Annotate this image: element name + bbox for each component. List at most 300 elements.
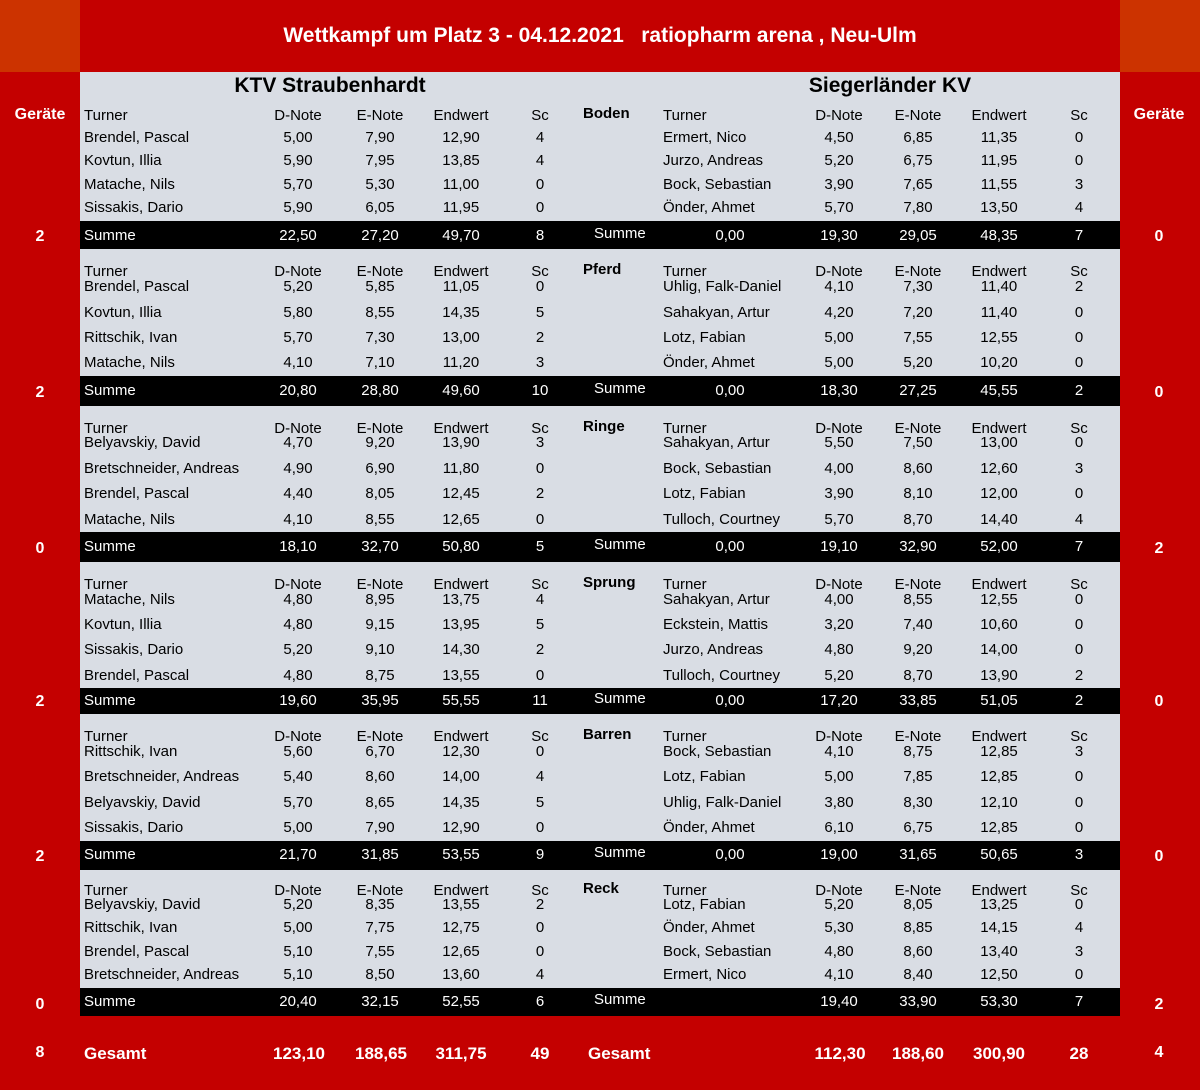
sum-sc: 11 xyxy=(532,692,548,709)
column-header-e: E-Note xyxy=(894,263,942,280)
score-sc: 0 xyxy=(1074,966,1084,983)
score-e: 9,20 xyxy=(365,434,395,451)
score-e: 8,75 xyxy=(365,667,395,684)
score-e: 8,10 xyxy=(903,485,933,502)
total-value: 49 xyxy=(530,1044,550,1063)
score-e: 6,75 xyxy=(903,152,933,169)
sum-e: 27,20 xyxy=(361,227,399,244)
score-d: 5,10 xyxy=(283,966,313,983)
score-end: 12,45 xyxy=(442,485,480,502)
column-header-turner: Turner xyxy=(663,882,707,899)
column-header-end: Endwert xyxy=(971,728,1027,745)
athlete-name: Önder, Ahmet xyxy=(663,354,755,371)
sum-label: Summe xyxy=(84,846,136,863)
score-end: 14,15 xyxy=(980,919,1018,936)
column-header-e: E-Note xyxy=(894,728,942,745)
score-e: 7,80 xyxy=(903,199,933,216)
score-d: 5,20 xyxy=(824,896,854,913)
score-d: 5,20 xyxy=(283,641,313,658)
sum-value: 0,00 xyxy=(715,692,745,709)
column-header-turner: Turner xyxy=(84,882,128,899)
sum-value: 0,00 xyxy=(715,382,745,399)
score-d: 5,80 xyxy=(283,304,313,321)
sum-label: Summe xyxy=(594,380,646,397)
score-d: 5,00 xyxy=(283,919,313,936)
sum-d: 21,70 xyxy=(279,846,317,863)
score-d: 5,00 xyxy=(283,129,313,146)
sum-label: Summe xyxy=(84,993,136,1010)
column-header-d: D-Note xyxy=(815,728,863,745)
sum-value: 0,00 xyxy=(715,227,745,244)
score-d: 4,80 xyxy=(283,667,313,684)
athlete-name: Bock, Sebastian xyxy=(663,460,772,477)
column-header-end: Endwert xyxy=(433,882,489,899)
score-end: 12,85 xyxy=(980,819,1018,836)
score-end: 11,95 xyxy=(980,152,1018,169)
sum-d: 20,80 xyxy=(279,382,317,399)
score-e: 5,85 xyxy=(365,278,395,295)
sum-sc: 8 xyxy=(535,227,545,244)
score-end: 10,60 xyxy=(980,616,1018,633)
score-sc: 2 xyxy=(535,896,545,913)
athlete-name: Rittschik, Ivan xyxy=(84,329,178,346)
score-sc: 0 xyxy=(1074,591,1084,608)
sum-e: 35,95 xyxy=(361,692,399,709)
score-sc: 2 xyxy=(1074,667,1084,684)
athlete-name: Matache, Nils xyxy=(84,591,175,608)
team-name-right: Siegerländer KV xyxy=(808,74,972,97)
column-header-end: Endwert xyxy=(433,263,489,280)
score-sc: 4 xyxy=(535,152,545,169)
athlete-name: Lotz, Fabian xyxy=(663,896,746,913)
score-d: 5,40 xyxy=(283,768,313,785)
column-header-d: D-Note xyxy=(274,107,322,124)
sum-e: 28,80 xyxy=(361,382,399,399)
sum-value: 2 xyxy=(1074,382,1084,399)
score-e: 6,90 xyxy=(365,460,395,477)
column-header-sc: Sc xyxy=(1070,107,1088,124)
sum-value: 7 xyxy=(1074,227,1084,244)
score-e: 5,20 xyxy=(903,354,933,371)
sum-sc: 9 xyxy=(535,846,545,863)
sum-value: 18,30 xyxy=(820,382,858,399)
athlete-name: Ermert, Nico xyxy=(663,129,747,146)
column-header-sc: Sc xyxy=(531,882,549,899)
score-d: 5,70 xyxy=(824,199,854,216)
score-end: 14,35 xyxy=(442,794,480,811)
score-d: 5,00 xyxy=(824,768,854,785)
athlete-name: Brendel, Pascal xyxy=(84,943,190,960)
score-end: 13,55 xyxy=(442,667,480,684)
score-d: 4,10 xyxy=(824,743,854,760)
score-d: 4,10 xyxy=(824,966,854,983)
athlete-name: Önder, Ahmet xyxy=(663,819,755,836)
score-sc: 0 xyxy=(535,743,545,760)
score-end: 12,60 xyxy=(980,460,1018,477)
score-end: 10,20 xyxy=(980,354,1018,371)
score-d: 5,20 xyxy=(824,152,854,169)
column-header-d: D-Note xyxy=(815,420,863,437)
column-header-e: E-Note xyxy=(894,420,942,437)
column-header-turner: Turner xyxy=(84,420,128,437)
score-end: 12,30 xyxy=(442,743,480,760)
score-sc: 4 xyxy=(535,129,545,146)
sum-sc: 5 xyxy=(535,538,545,555)
score-e: 8,55 xyxy=(365,304,395,321)
score-sc: 0 xyxy=(535,199,545,216)
score-e: 8,60 xyxy=(365,768,395,785)
score-end: 12,10 xyxy=(980,794,1018,811)
score-d: 4,50 xyxy=(824,129,854,146)
score-d: 4,00 xyxy=(824,460,854,477)
column-header-turner: Turner xyxy=(663,728,707,745)
score-e: 8,70 xyxy=(903,511,933,528)
athlete-name: Kovtun, Illia xyxy=(84,616,162,633)
column-header-sc: Sc xyxy=(531,728,549,745)
score-e: 7,95 xyxy=(365,152,395,169)
score-sc: 0 xyxy=(1074,768,1084,785)
column-header-e: E-Note xyxy=(894,576,942,593)
score-end: 12,75 xyxy=(442,919,480,936)
column-header-e: E-Note xyxy=(356,107,404,124)
athlete-name: Bock, Sebastian xyxy=(663,743,772,760)
score-sc: 0 xyxy=(1074,641,1084,658)
score-e: 8,60 xyxy=(903,460,933,477)
score-end: 12,85 xyxy=(980,768,1018,785)
column-header-end: Endwert xyxy=(433,728,489,745)
sum-value: 32,90 xyxy=(899,538,937,555)
total-label-left: Gesamt xyxy=(84,1044,147,1063)
column-header-d: D-Note xyxy=(815,882,863,899)
athlete-name: Belyavskiy, David xyxy=(84,794,201,811)
column-header-d: D-Note xyxy=(815,576,863,593)
score-e: 9,10 xyxy=(365,641,395,658)
apparatus-points-right: 0 xyxy=(1154,384,1164,401)
score-end: 13,90 xyxy=(980,667,1018,684)
score-d: 4,10 xyxy=(283,354,313,371)
athlete-name: Matache, Nils xyxy=(84,511,175,528)
score-end: 13,75 xyxy=(442,591,480,608)
score-end: 14,00 xyxy=(442,768,480,785)
score-end: 11,95 xyxy=(442,199,480,216)
sum-value: 19,30 xyxy=(820,227,858,244)
score-d: 5,50 xyxy=(824,434,854,451)
athlete-name: Bock, Sebastian xyxy=(663,943,772,960)
score-d: 4,10 xyxy=(824,278,854,295)
sum-value: 19,40 xyxy=(820,993,858,1010)
score-sc: 2 xyxy=(535,485,545,502)
sum-sc: 6 xyxy=(535,993,545,1010)
score-e: 8,75 xyxy=(903,743,933,760)
sum-value: 7 xyxy=(1074,993,1084,1010)
score-end: 11,80 xyxy=(442,460,480,477)
score-e: 8,55 xyxy=(903,591,933,608)
corner-left xyxy=(0,0,80,72)
column-header-sc: Sc xyxy=(1070,420,1088,437)
apparatus-points-right: 2 xyxy=(1154,540,1164,557)
column-header-turner: Turner xyxy=(84,263,128,280)
score-end: 14,40 xyxy=(980,511,1018,528)
athlete-name: Belyavskiy, David xyxy=(84,434,201,451)
column-header-sc: Sc xyxy=(531,107,549,124)
score-sc: 0 xyxy=(535,943,545,960)
apparatus-points-left: 0 xyxy=(35,540,45,557)
athlete-name: Kovtun, Illia xyxy=(84,304,162,321)
score-end: 14,30 xyxy=(442,641,480,658)
score-sc: 2 xyxy=(1074,278,1084,295)
sum-d: 22,50 xyxy=(279,227,317,244)
score-sc: 5 xyxy=(535,616,545,633)
score-e: 7,90 xyxy=(365,819,395,836)
score-sc: 0 xyxy=(535,511,545,528)
athlete-name: Sahakyan, Artur xyxy=(663,434,770,451)
score-d: 5,10 xyxy=(283,943,313,960)
score-e: 7,90 xyxy=(365,129,395,146)
total-points-left: 8 xyxy=(35,1044,45,1061)
score-d: 4,10 xyxy=(283,511,313,528)
athlete-name: Belyavskiy, David xyxy=(84,896,201,913)
corner-right xyxy=(1120,0,1200,72)
score-end: 13,55 xyxy=(442,896,480,913)
athlete-name: Ermert, Nico xyxy=(663,966,747,983)
score-sc: 3 xyxy=(1074,943,1084,960)
athlete-name: Önder, Ahmet xyxy=(663,919,755,936)
column-header-turner: Turner xyxy=(84,728,128,745)
sum-label: Summe xyxy=(594,225,646,242)
score-sc: 0 xyxy=(535,919,545,936)
score-sc: 0 xyxy=(1074,129,1084,146)
column-header-sc: Sc xyxy=(531,420,549,437)
score-end: 14,35 xyxy=(442,304,480,321)
total-value: 188,65 xyxy=(355,1044,407,1063)
athlete-name: Sahakyan, Artur xyxy=(663,591,770,608)
column-header-d: D-Note xyxy=(815,107,863,124)
score-end: 11,40 xyxy=(980,278,1018,295)
apparatus-points-left: 2 xyxy=(35,384,45,401)
total-value: 112,30 xyxy=(814,1044,866,1063)
column-header-d: D-Note xyxy=(274,263,322,280)
score-sc: 0 xyxy=(535,667,545,684)
score-e: 7,55 xyxy=(903,329,933,346)
score-end: 11,55 xyxy=(980,176,1018,193)
score-e: 8,30 xyxy=(903,794,933,811)
score-d: 6,10 xyxy=(824,819,854,836)
column-header-e: E-Note xyxy=(356,728,404,745)
score-d: 5,20 xyxy=(283,278,313,295)
score-sc: 0 xyxy=(1074,434,1084,451)
score-sc: 0 xyxy=(535,460,545,477)
score-e: 6,05 xyxy=(365,199,395,216)
athlete-name: Lotz, Fabian xyxy=(663,768,746,785)
score-sc: 4 xyxy=(1074,511,1084,528)
column-header-sc: Sc xyxy=(1070,576,1088,593)
sum-value: 19,10 xyxy=(820,538,858,555)
score-e: 7,85 xyxy=(903,768,933,785)
sum-d: 19,60 xyxy=(279,692,317,709)
athlete-name: Rittschik, Ivan xyxy=(84,919,178,936)
column-header-d: D-Note xyxy=(274,420,322,437)
sum-value: 2 xyxy=(1074,692,1084,709)
score-e: 9,20 xyxy=(903,641,933,658)
side-label-right: Geräte xyxy=(1133,106,1185,123)
athlete-name: Sahakyan, Artur xyxy=(663,304,770,321)
score-sc: 0 xyxy=(535,819,545,836)
score-e: 7,20 xyxy=(903,304,933,321)
athlete-name: Bretschneider, Andreas xyxy=(84,768,240,785)
score-end: 11,05 xyxy=(442,278,480,295)
score-end: 11,20 xyxy=(442,354,480,371)
column-header-e: E-Note xyxy=(356,420,404,437)
discipline-name: Boden xyxy=(583,105,630,122)
score-e: 8,40 xyxy=(903,966,933,983)
score-d: 4,80 xyxy=(283,616,313,633)
total-value: 123,10 xyxy=(273,1044,325,1063)
sum-d: 18,10 xyxy=(279,538,317,555)
score-sc: 3 xyxy=(535,434,545,451)
score-sc: 2 xyxy=(535,641,545,658)
sum-value: 33,85 xyxy=(899,692,937,709)
score-e: 7,65 xyxy=(903,176,933,193)
score-sc: 4 xyxy=(535,591,545,608)
score-end: 12,90 xyxy=(442,129,480,146)
score-end: 12,55 xyxy=(980,591,1018,608)
score-e: 7,55 xyxy=(365,943,395,960)
score-e: 7,30 xyxy=(903,278,933,295)
score-sc: 0 xyxy=(1074,485,1084,502)
score-end: 13,00 xyxy=(980,434,1018,451)
score-e: 7,40 xyxy=(903,616,933,633)
athlete-name: Sissakis, Dario xyxy=(84,641,184,658)
score-end: 13,95 xyxy=(442,616,480,633)
score-e: 7,30 xyxy=(365,329,395,346)
score-e: 8,60 xyxy=(903,943,933,960)
sum-end: 49,70 xyxy=(442,227,480,244)
score-sc: 5 xyxy=(535,794,545,811)
score-d: 4,70 xyxy=(283,434,313,451)
sum-label: Summe xyxy=(84,538,136,555)
apparatus-points-left: 2 xyxy=(35,848,45,865)
athlete-name: Matache, Nils xyxy=(84,176,175,193)
sum-d: 20,40 xyxy=(279,993,317,1010)
total-value: 300,90 xyxy=(973,1044,1025,1063)
score-sc: 3 xyxy=(1074,743,1084,760)
sum-value: 0,00 xyxy=(715,538,745,555)
athlete-name: Brendel, Pascal xyxy=(84,485,190,502)
discipline-name: Barren xyxy=(583,726,632,743)
score-d: 3,20 xyxy=(824,616,854,633)
score-d: 5,90 xyxy=(283,152,313,169)
sum-sc: 10 xyxy=(531,382,549,399)
sum-e: 32,15 xyxy=(361,993,399,1010)
score-d: 5,20 xyxy=(283,896,313,913)
apparatus-points-right: 0 xyxy=(1154,693,1164,710)
score-d: 5,60 xyxy=(283,743,313,760)
discipline-name: Sprung xyxy=(583,574,636,591)
score-sc: 0 xyxy=(1074,152,1084,169)
column-header-turner: Turner xyxy=(663,420,707,437)
athlete-name: Brendel, Pascal xyxy=(84,278,190,295)
column-header-e: E-Note xyxy=(356,882,404,899)
score-d: 4,80 xyxy=(824,943,854,960)
score-e: 8,05 xyxy=(903,896,933,913)
column-header-sc: Sc xyxy=(531,263,549,280)
athlete-name: Sissakis, Dario xyxy=(84,199,184,216)
score-sc: 0 xyxy=(1074,616,1084,633)
athlete-name: Lotz, Fabian xyxy=(663,485,746,502)
score-e: 8,05 xyxy=(365,485,395,502)
sum-e: 31,85 xyxy=(361,846,399,863)
score-d: 5,70 xyxy=(283,176,313,193)
score-sc: 0 xyxy=(1074,304,1084,321)
score-sc: 3 xyxy=(535,354,545,371)
score-e: 8,50 xyxy=(365,966,395,983)
score-e: 6,75 xyxy=(903,819,933,836)
score-end: 12,85 xyxy=(980,743,1018,760)
column-header-d: D-Note xyxy=(274,882,322,899)
athlete-name: Jurzo, Andreas xyxy=(663,641,764,658)
sum-value: 48,35 xyxy=(980,227,1018,244)
apparatus-points-left: 2 xyxy=(35,693,45,710)
score-e: 7,50 xyxy=(903,434,933,451)
score-sc: 0 xyxy=(535,278,545,295)
score-sc: 3 xyxy=(1074,460,1084,477)
sum-value: 7 xyxy=(1074,538,1084,555)
score-sc: 0 xyxy=(1074,329,1084,346)
sum-value: 31,65 xyxy=(899,846,937,863)
score-e: 7,75 xyxy=(365,919,395,936)
score-sc: 4 xyxy=(1074,199,1084,216)
athlete-name: Uhlig, Falk-Daniel xyxy=(663,794,782,811)
sum-end: 53,55 xyxy=(442,846,480,863)
apparatus-points-left: 0 xyxy=(35,996,45,1013)
sum-e: 32,70 xyxy=(361,538,399,555)
score-end: 13,40 xyxy=(980,943,1018,960)
discipline-name: Ringe xyxy=(583,418,625,435)
score-d: 5,70 xyxy=(283,794,313,811)
score-d: 3,90 xyxy=(824,176,854,193)
column-header-sc: Sc xyxy=(1070,882,1088,899)
score-end: 14,00 xyxy=(980,641,1018,658)
sum-value: 3 xyxy=(1074,846,1084,863)
score-sc: 4 xyxy=(1074,919,1084,936)
score-d: 5,30 xyxy=(824,919,854,936)
sum-value: 33,90 xyxy=(899,993,937,1010)
score-e: 5,30 xyxy=(365,176,395,193)
score-e: 8,55 xyxy=(365,511,395,528)
score-d: 4,40 xyxy=(283,485,313,502)
sum-value: 19,00 xyxy=(820,846,858,863)
total-value: 311,75 xyxy=(435,1044,487,1063)
apparatus-points-right: 0 xyxy=(1154,228,1164,245)
score-e: 7,10 xyxy=(365,354,395,371)
total-value: 188,60 xyxy=(892,1044,944,1063)
score-end: 13,85 xyxy=(442,152,480,169)
score-sc: 4 xyxy=(535,768,545,785)
discipline-name: Pferd xyxy=(583,261,622,278)
score-end: 12,65 xyxy=(442,511,480,528)
athlete-name: Önder, Ahmet xyxy=(663,199,755,216)
score-e: 8,70 xyxy=(903,667,933,684)
score-e: 8,95 xyxy=(365,591,395,608)
column-header-sc: Sc xyxy=(1070,263,1088,280)
score-d: 5,90 xyxy=(283,199,313,216)
athlete-name: Tulloch, Courtney xyxy=(663,511,780,528)
score-sc: 2 xyxy=(535,329,545,346)
side-label-left: Geräte xyxy=(14,106,66,123)
score-end: 12,00 xyxy=(980,485,1018,502)
sum-end: 52,55 xyxy=(442,993,480,1010)
column-header-end: Endwert xyxy=(433,420,489,437)
